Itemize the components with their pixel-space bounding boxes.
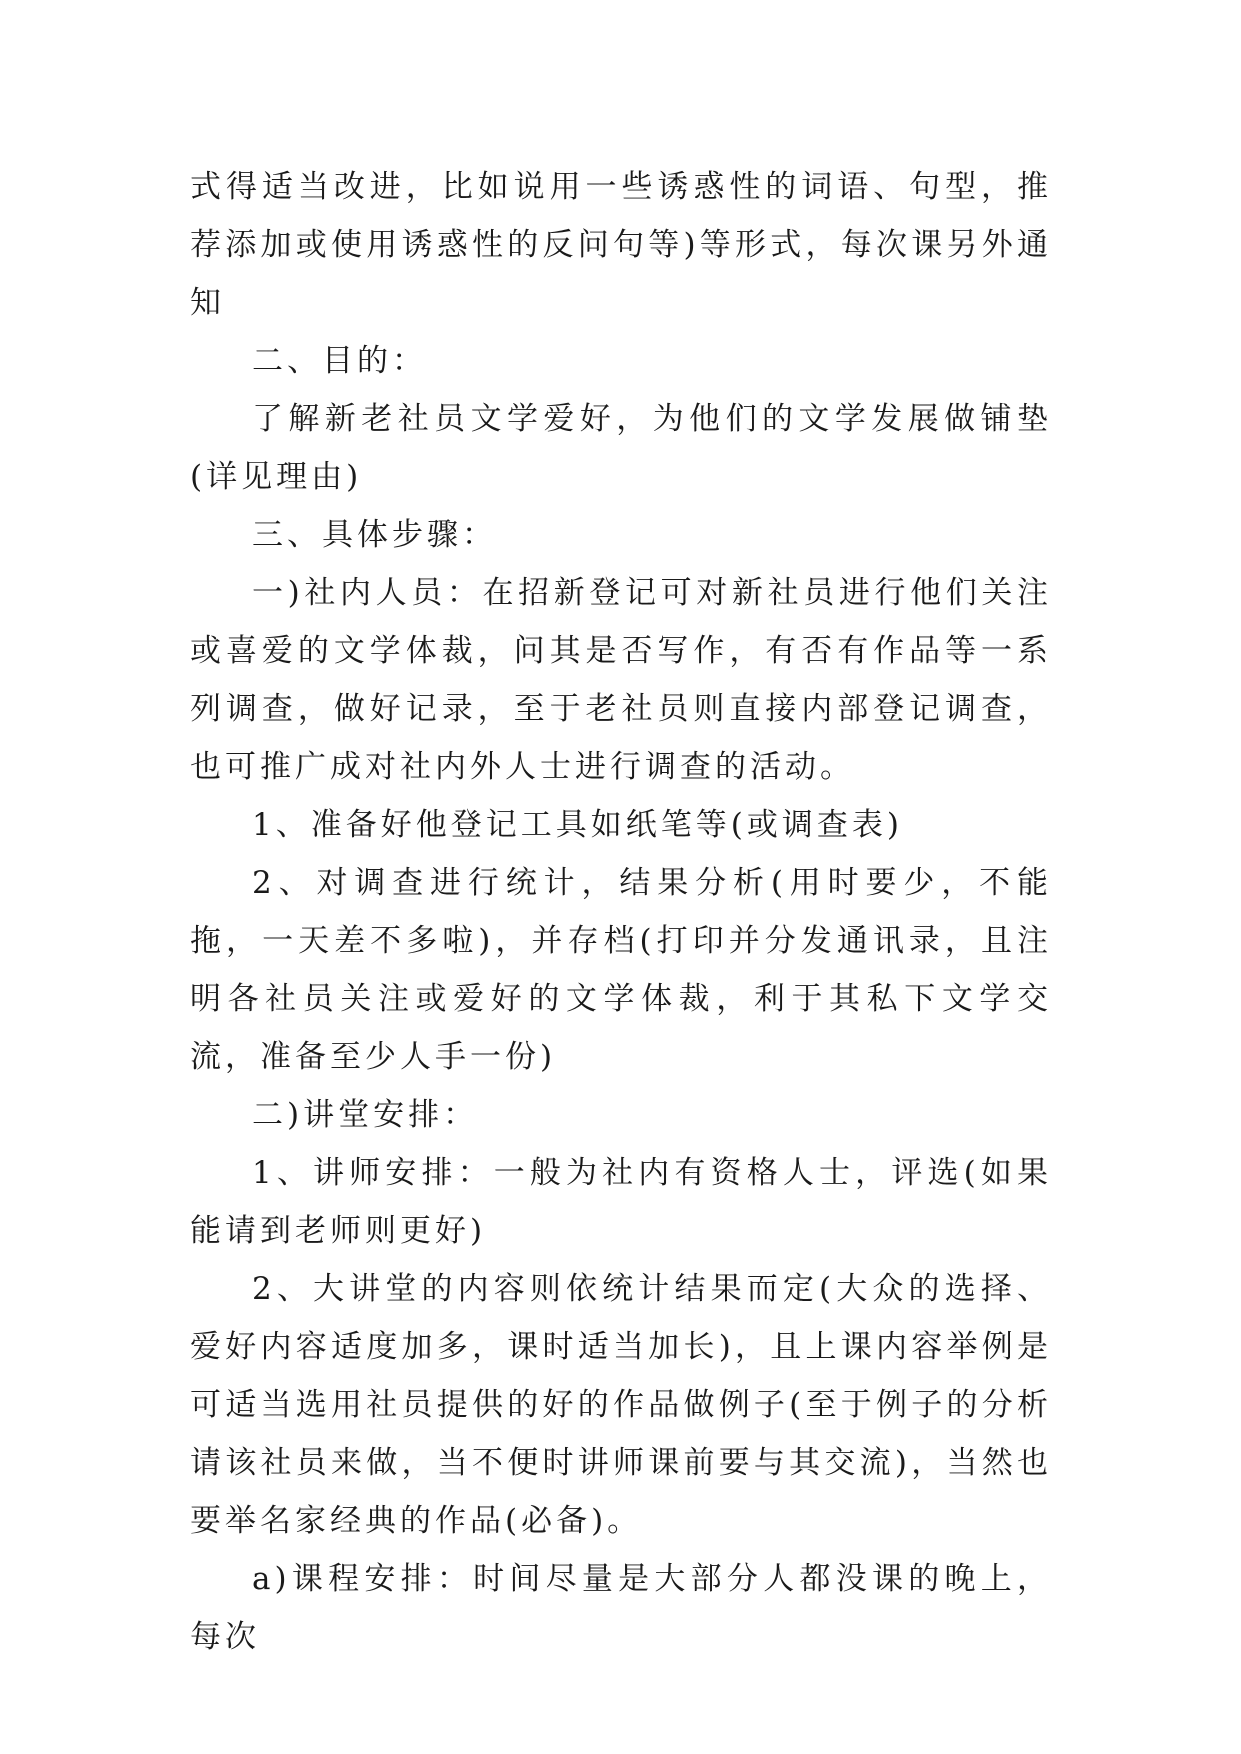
paragraph-lecturer: 1、讲师安排：一般为社内有资格人士，评选(如果能请到老师则更好) xyxy=(190,1155,1052,1249)
document-body xyxy=(190,158,1052,1666)
heading-steps: 三、具体步骤： xyxy=(252,517,497,553)
paragraph-internal-staff: 一)社内人员：在招新登记可对新社员进行他们关注或喜爱的文学体裁，问其是否写作，有否有作品等一系列调查，做好记录，至于老社员则直接内部登记调查，也可推广成对社内外人士进行调查的活动。 xyxy=(190,575,1052,785)
paragraph-lecture-content: 2、大讲堂的内容则依统计结果而定(大众的选择、爱好内容适度加多，课时适当加长)，且上课内容举例是可适当选用社员提供的好的作品做例子(至于例子的分析请该社员来做，当不便时讲师课前要与其交流)，当然也要举名家经典的作品(必备)。 xyxy=(190,1271,1052,1539)
heading-lecture-arrangement: 二)讲堂安排： xyxy=(252,1097,479,1133)
paragraph-step-2: 2、对调查进行统计，结果分析(用时要少，不能拖，一天差不多啦)，并存档(打印并分发通讯录，且注明各社员关注或爱好的文学体裁，利于其私下文学交流，准备至少人手一份) xyxy=(190,865,1052,1075)
paragraph-step-1: 1、准备好他登记工具如纸笔等(或调查表) xyxy=(252,807,903,843)
paragraph-purpose: 了解新老社员文学爱好，为他们的文学发展做铺垫(详见理由) xyxy=(190,401,1052,495)
paragraph-course-schedule: a)课程安排：时间尽量是大部分人都没课的晚上，每次 xyxy=(190,1561,1052,1655)
paragraph-continuation: 式得适当改进，比如说用一些诱惑性的词语、句型，推荐添加或使用诱惑性的反问句等)等形式，每次课另外通知 xyxy=(190,169,1052,321)
heading-purpose: 二、目的： xyxy=(252,343,427,379)
